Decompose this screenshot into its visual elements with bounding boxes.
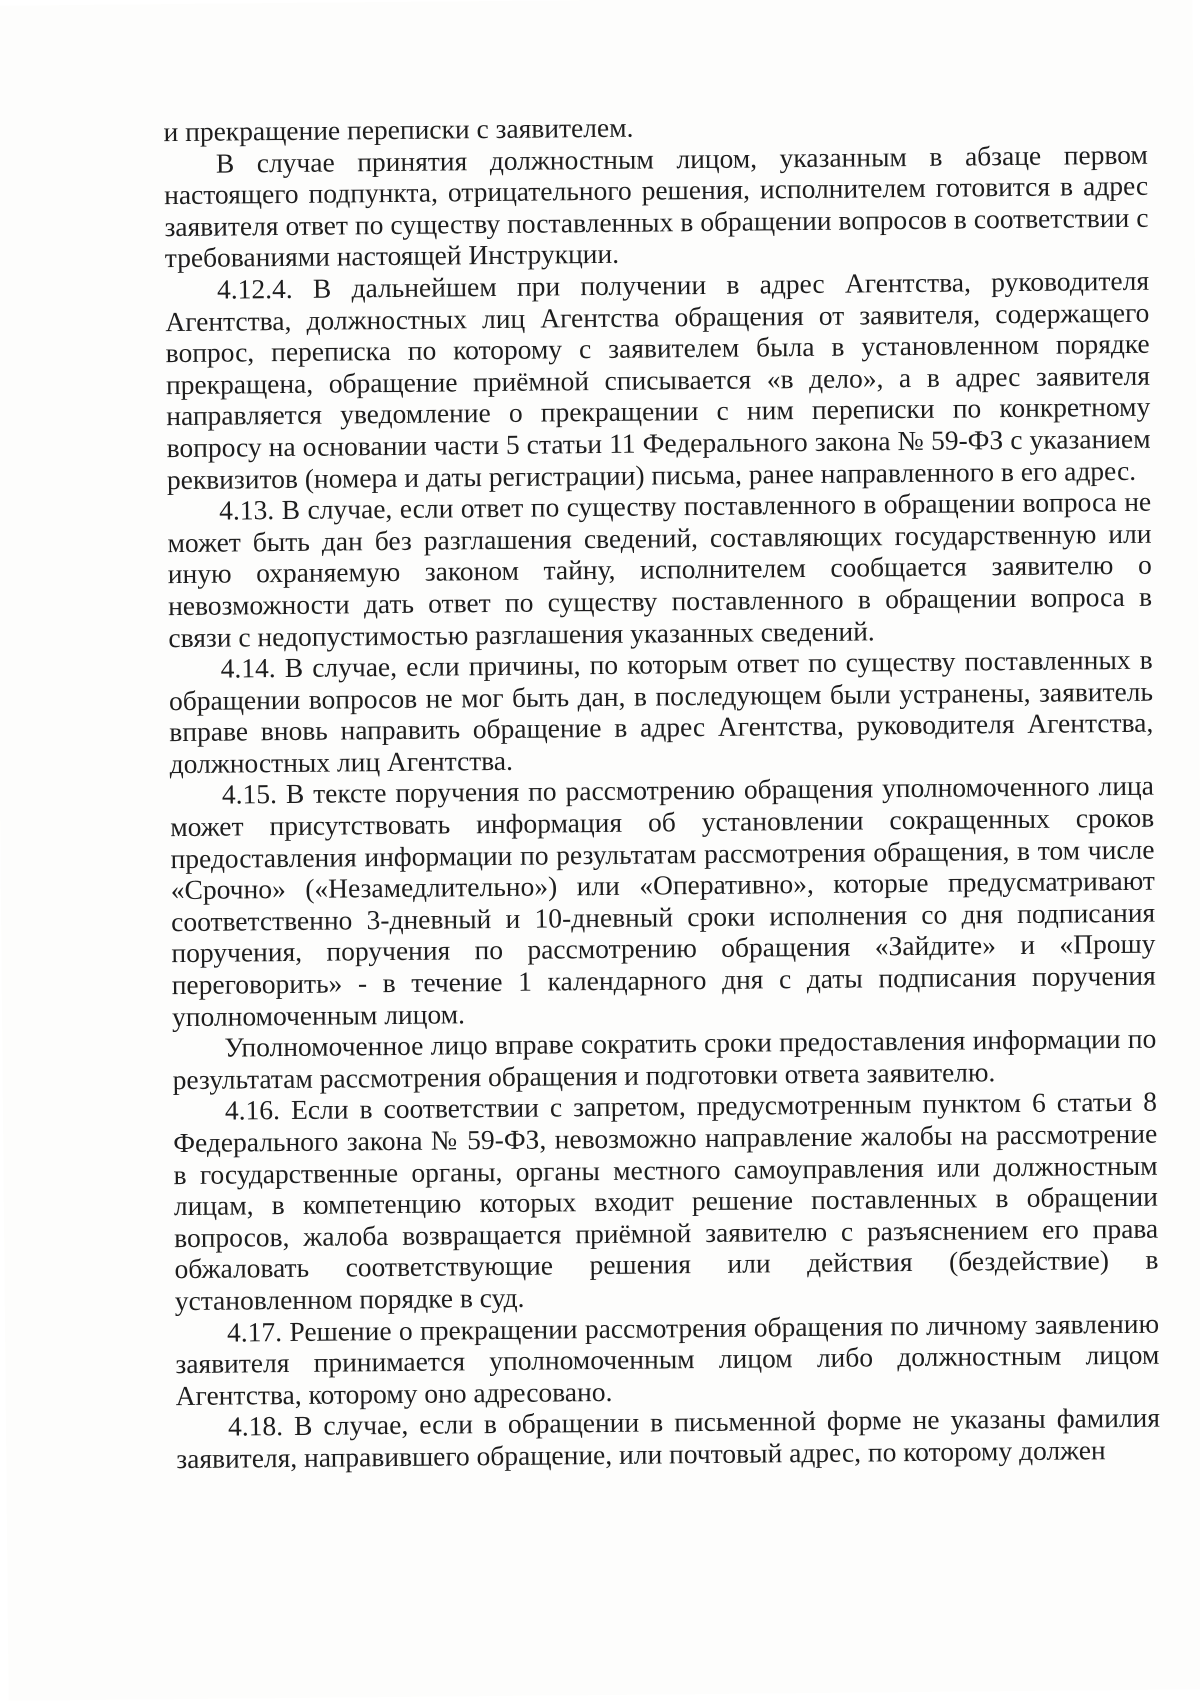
paragraph-continuation: и прекращение переписки с заявителем. xyxy=(163,111,634,148)
paragraph-4-14: 4.14. В случае, если причины, по которым ответ по существу поставленных в обращении вопросов не мог быть дан, в последующем были устранены, заявитель вправе вновь направить обращение в адрес Агентства, руководителя Агентства, должностных лиц Агентства. xyxy=(168,643,1154,780)
paragraph-4-15: 4.15. В тексте поручения по рассмотрению обращения уполномоченного лица может присутствовать информация об установлении сокращенных сроков предоставления информации по результатам рассмотрения обращения, в том числе «Срочно» («Незамедлительно») или «Оперативно», которые предусматривают соответственно 3-дневный и 10-дневный сроки исполнения со дня подписания поручения, поручения по рассмотрению обращения «Зайдите» и «Прошу переговорить» - в течение 1 календарного дня с даты подписания поручения уполномоченным лицом. xyxy=(170,770,1156,1032)
paragraph-4-18: 4.18. В случае, если в обращении в письменной форме не указаны фамилия заявителя, направившего обращение, или почтовый адрес, по которому должен xyxy=(176,1401,1161,1475)
paragraph-4-13: 4.13. В случае, если ответ по существу поставленного в обращении вопроса не может быть дан без разглашения сведений, составляющих государственную или иную охраняемую законом тайну, исполнителем сообщается заявителю о невозможности дать ответ по существу поставленного в обращении вопроса в связи с недопустимостью разглашения указанных сведений. xyxy=(167,485,1153,653)
paragraph-4-12-4: 4.12.4. В дальнейшем при получении в адрес Агентства, руководителя Агентства, должностных лиц Агентства обращения от заявителя, содержащего вопрос, переписка по которому с заявителем была в установленном порядке прекращена, обращение приёмной списывается «в дело», а в адрес заявителя направляется уведомление о прекращении с ним переписки по конкретному вопросу на основании части 5 статьи 11 Федерального закона № 59-ФЗ с указанием реквизитов (номера и даты регистрации) письма, ранее направленного в его адрес. xyxy=(165,264,1151,495)
paragraph-authorized-person: Уполномоченное лицо вправе сократить сроки предоставления информации по результатам рассмотрения обращения и подготовки ответа заявителю. xyxy=(172,1022,1157,1095)
document-body xyxy=(163,107,1160,1475)
paragraph-negative-decision: В случае принятия должностным лицом, указанным в абзаце первом настоящего подпункта, отрицательного решения, исполнителем готовится в адрес заявителя ответ по существу поставленных в обращении вопросов в соответствии с требованиями настоящей Инструкции. xyxy=(164,138,1149,274)
paragraph-4-17: 4.17. Решение о прекращении рассмотрения обращения по личному заявлению заявителя принимается уполномоченным лицом либо должностным лицом Агентства, которому оно адресовано. xyxy=(175,1307,1160,1411)
paragraph-4-16: 4.16. Если в соответствии с запретом, предусмотренным пунктом 6 статьи 8 Федерального закона № 59-ФЗ, невозможно направление жалобы на рассмотрение в государственные органы, органы местного самоуправления или должностным лицам, в компетенцию которых входит решение поставленных в обращении вопросов, жалоба возвращается приёмной заявителю с разъяснением его права обжаловать соответствующие решения или действия (бездействие) в установленном порядке в суд. xyxy=(173,1086,1159,1317)
